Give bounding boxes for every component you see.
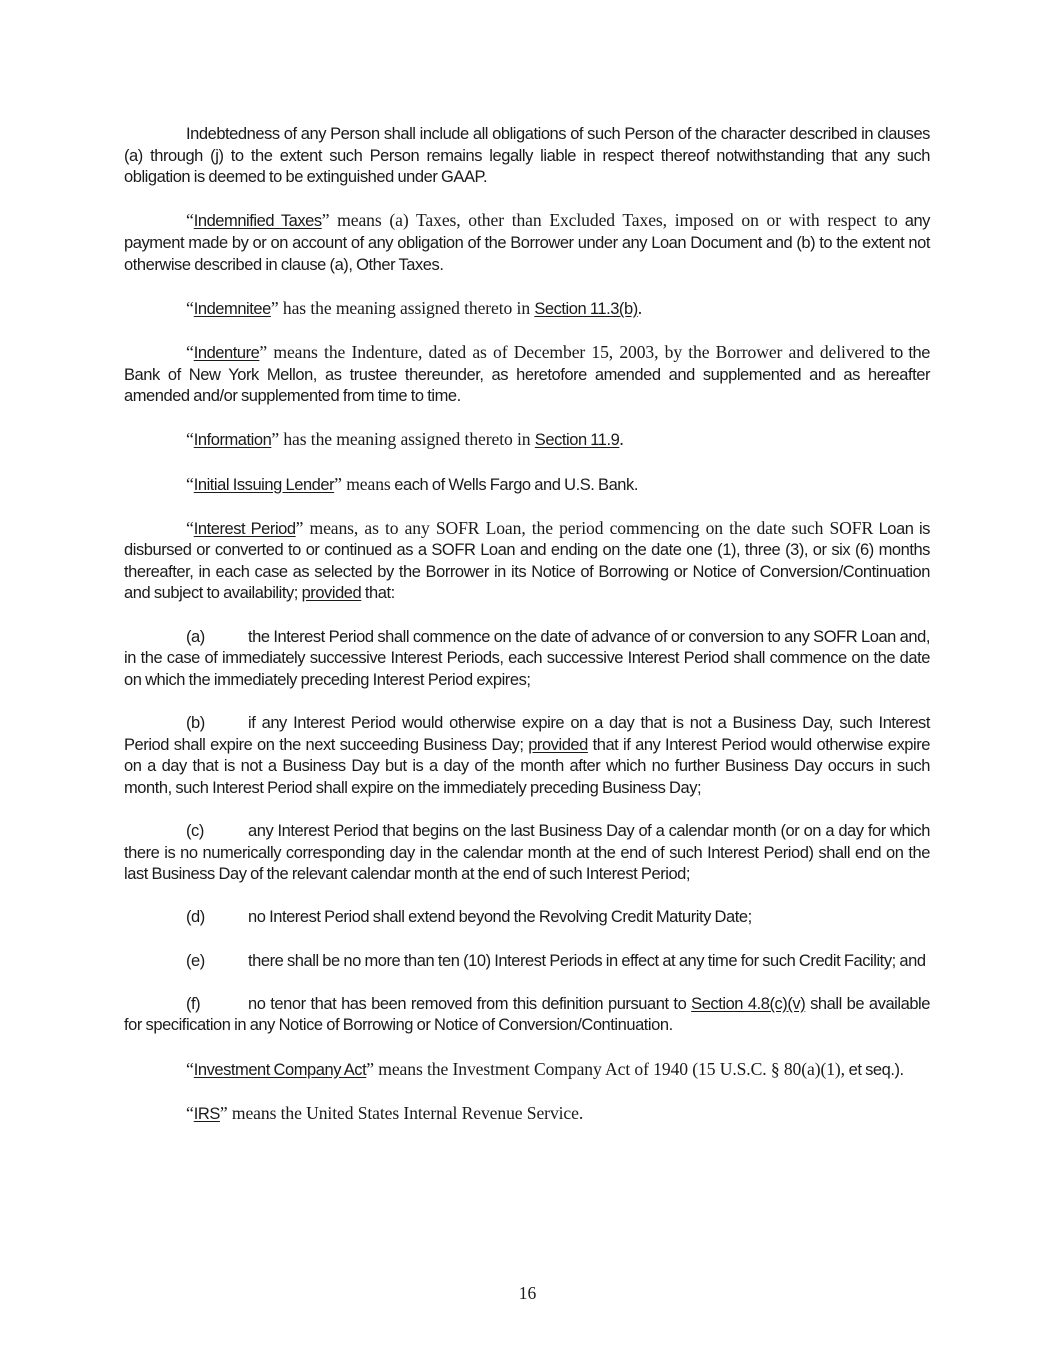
defined-term: Indemnified Taxes [193, 212, 322, 231]
definition-lead: means, as to any SOFR Loan, the period commencing on the date such SOFR [303, 517, 874, 538]
paragraph-text: Indebtedness of any Person shall include all obligations of such Person of the character described in clauses (a) through (j) to the extent such Person remains legally liable in respect thereof notwithstanding that any such obligation is deemed to be extinguished under GAAP. [124, 125, 930, 187]
close-quote: ” [219, 1102, 228, 1123]
definition-indemnified-taxes [124, 210, 930, 276]
clause-a [124, 627, 930, 692]
clause-e [124, 951, 930, 973]
close-quote: ” [270, 297, 279, 318]
open-quote: “ [186, 341, 194, 362]
paragraph-indebtedness-continuation [124, 124, 930, 189]
defined-term: Information [193, 431, 272, 450]
definition-initial-issuing-lender [124, 474, 930, 497]
clause-d [124, 907, 930, 929]
close-quote: ” [334, 473, 342, 494]
open-quote: “ [186, 1058, 194, 1079]
clause-label: (f) [186, 994, 201, 1013]
section-reference: Section 4.8(c)(v) [691, 994, 806, 1013]
document-body [124, 124, 930, 1147]
defined-term: Indenture [193, 343, 260, 362]
section-reference: Section 11.3(b) [534, 299, 638, 318]
clause-text: if any Interest Period would otherwise expire on a day that is not a Business Day, such Interest Period shall expire on the next succeeding Business Day; [124, 714, 930, 754]
close-quote: ” [259, 341, 268, 362]
definition-lead: means [341, 473, 391, 494]
definition-investment-company-act [124, 1059, 930, 1082]
open-quote: “ [186, 473, 194, 494]
clause-f [124, 994, 930, 1037]
definition-indenture [124, 342, 930, 408]
clause-text: there shall be no more than ten (10) Interest Periods in effect at any time for such Credit Facility; and [248, 951, 926, 970]
close-quote: ” [271, 429, 280, 450]
definition-text: means the United States Internal Revenue Service. [227, 1102, 584, 1123]
close-quote: ” [295, 517, 304, 538]
clause-text: any Interest Period that begins on the last Business Day of a calendar month (or on a day for which there is no numerically corresponding day in the calendar month at the end of such Interest Period) shall end on the last Business Day of the relevant calendar month at the end of such Interest Period; [124, 822, 930, 884]
period: . [619, 429, 624, 450]
clause-label: (a) [186, 627, 205, 646]
clause-c [124, 821, 930, 886]
definition-text: to the Bank of New York Mellon, as trustee thereunder, as heretofore amended and supplemented and as hereafter amended and/or supplemented from time to time. [124, 343, 930, 406]
clause-label: (d) [186, 908, 205, 927]
clause-b [124, 713, 930, 799]
definition-text: et seq.). [844, 1060, 904, 1079]
definition-text: has the meaning assigned thereto in [278, 297, 535, 318]
definition-lead: means the Indenture, dated as of December 15, 2003, by the Borrower and delivered [267, 341, 885, 362]
open-quote: “ [186, 210, 194, 231]
close-quote: ” [321, 210, 330, 231]
close-quote: ” [366, 1058, 374, 1079]
clause-label: (b) [186, 714, 205, 733]
open-quote: “ [186, 297, 194, 318]
open-quote: “ [186, 517, 194, 538]
definition-irs [124, 1103, 930, 1126]
definition-end: that: [361, 584, 395, 603]
clause-label: (e) [186, 951, 205, 970]
defined-term: Initial Issuing Lender [193, 475, 335, 494]
definition-interest-period [124, 518, 930, 605]
open-quote: “ [186, 429, 194, 450]
provided-term: provided [301, 584, 362, 603]
definition-text: Loan is disbursed or converted to or continued as a SOFR Loan and ending on the date one (1), three (3), or six (6) months thereafter, in each case as selected by the Borrower in its Notice of Borrowing or Notice of Conversion/Continuation and subject to availability; [124, 519, 930, 603]
definition-text: each of Wells Fargo and U.S. Bank. [390, 475, 638, 494]
definition-indemnitee [124, 298, 930, 321]
defined-term: Indemnitee [193, 299, 271, 318]
definition-information [124, 429, 930, 452]
page-number: 16 [518, 1283, 537, 1303]
provided-term: provided [528, 735, 588, 754]
defined-term: Investment Company Act [193, 1060, 367, 1079]
clause-text: the Interest Period shall commence on the date of advance of or conversion to any SOFR Loan and, in the case of immediately successive Interest Periods, each successive Interest Period shall commence on the date on which the immediately preceding Interest Period expires; [124, 627, 930, 689]
open-quote: “ [186, 1102, 194, 1123]
definition-text: any payment made by or on account of any obligation of the Borrower under any Loan Document and (b) to the extent not otherwise described in clause (a), Other Taxes. [124, 212, 930, 274]
defined-term: Interest Period [193, 519, 296, 538]
clause-text: no tenor that has been removed from this definition pursuant to [248, 994, 692, 1013]
section-reference: Section 11.9 [534, 431, 620, 450]
definition-lead: means (a) Taxes, other than Excluded Taxes, imposed on or with respect to [329, 210, 898, 231]
definition-text: has the meaning assigned thereto in [279, 429, 535, 450]
defined-term: IRS [193, 1104, 220, 1123]
clause-label: (c) [186, 822, 204, 840]
definition-lead: means the Investment Company Act of 1940 (15 U.S.C. § 80(a)(1), [373, 1058, 845, 1079]
clause-text: no Interest Period shall extend beyond the Revolving Credit Maturity Date; [248, 908, 752, 927]
clause-text-continued: that if any Interest Period would otherwise expire on a day that is not a Business Day but is a day of the month after which no further Business Day occurs in such month, such Interest Period shall expire on the immediately preceding Business Day; [124, 735, 930, 797]
clause-text-continued: shall be available for specification in any Notice of Borrowing or Notice of Conversion/Continuation. [124, 994, 931, 1035]
period: . [637, 297, 643, 318]
